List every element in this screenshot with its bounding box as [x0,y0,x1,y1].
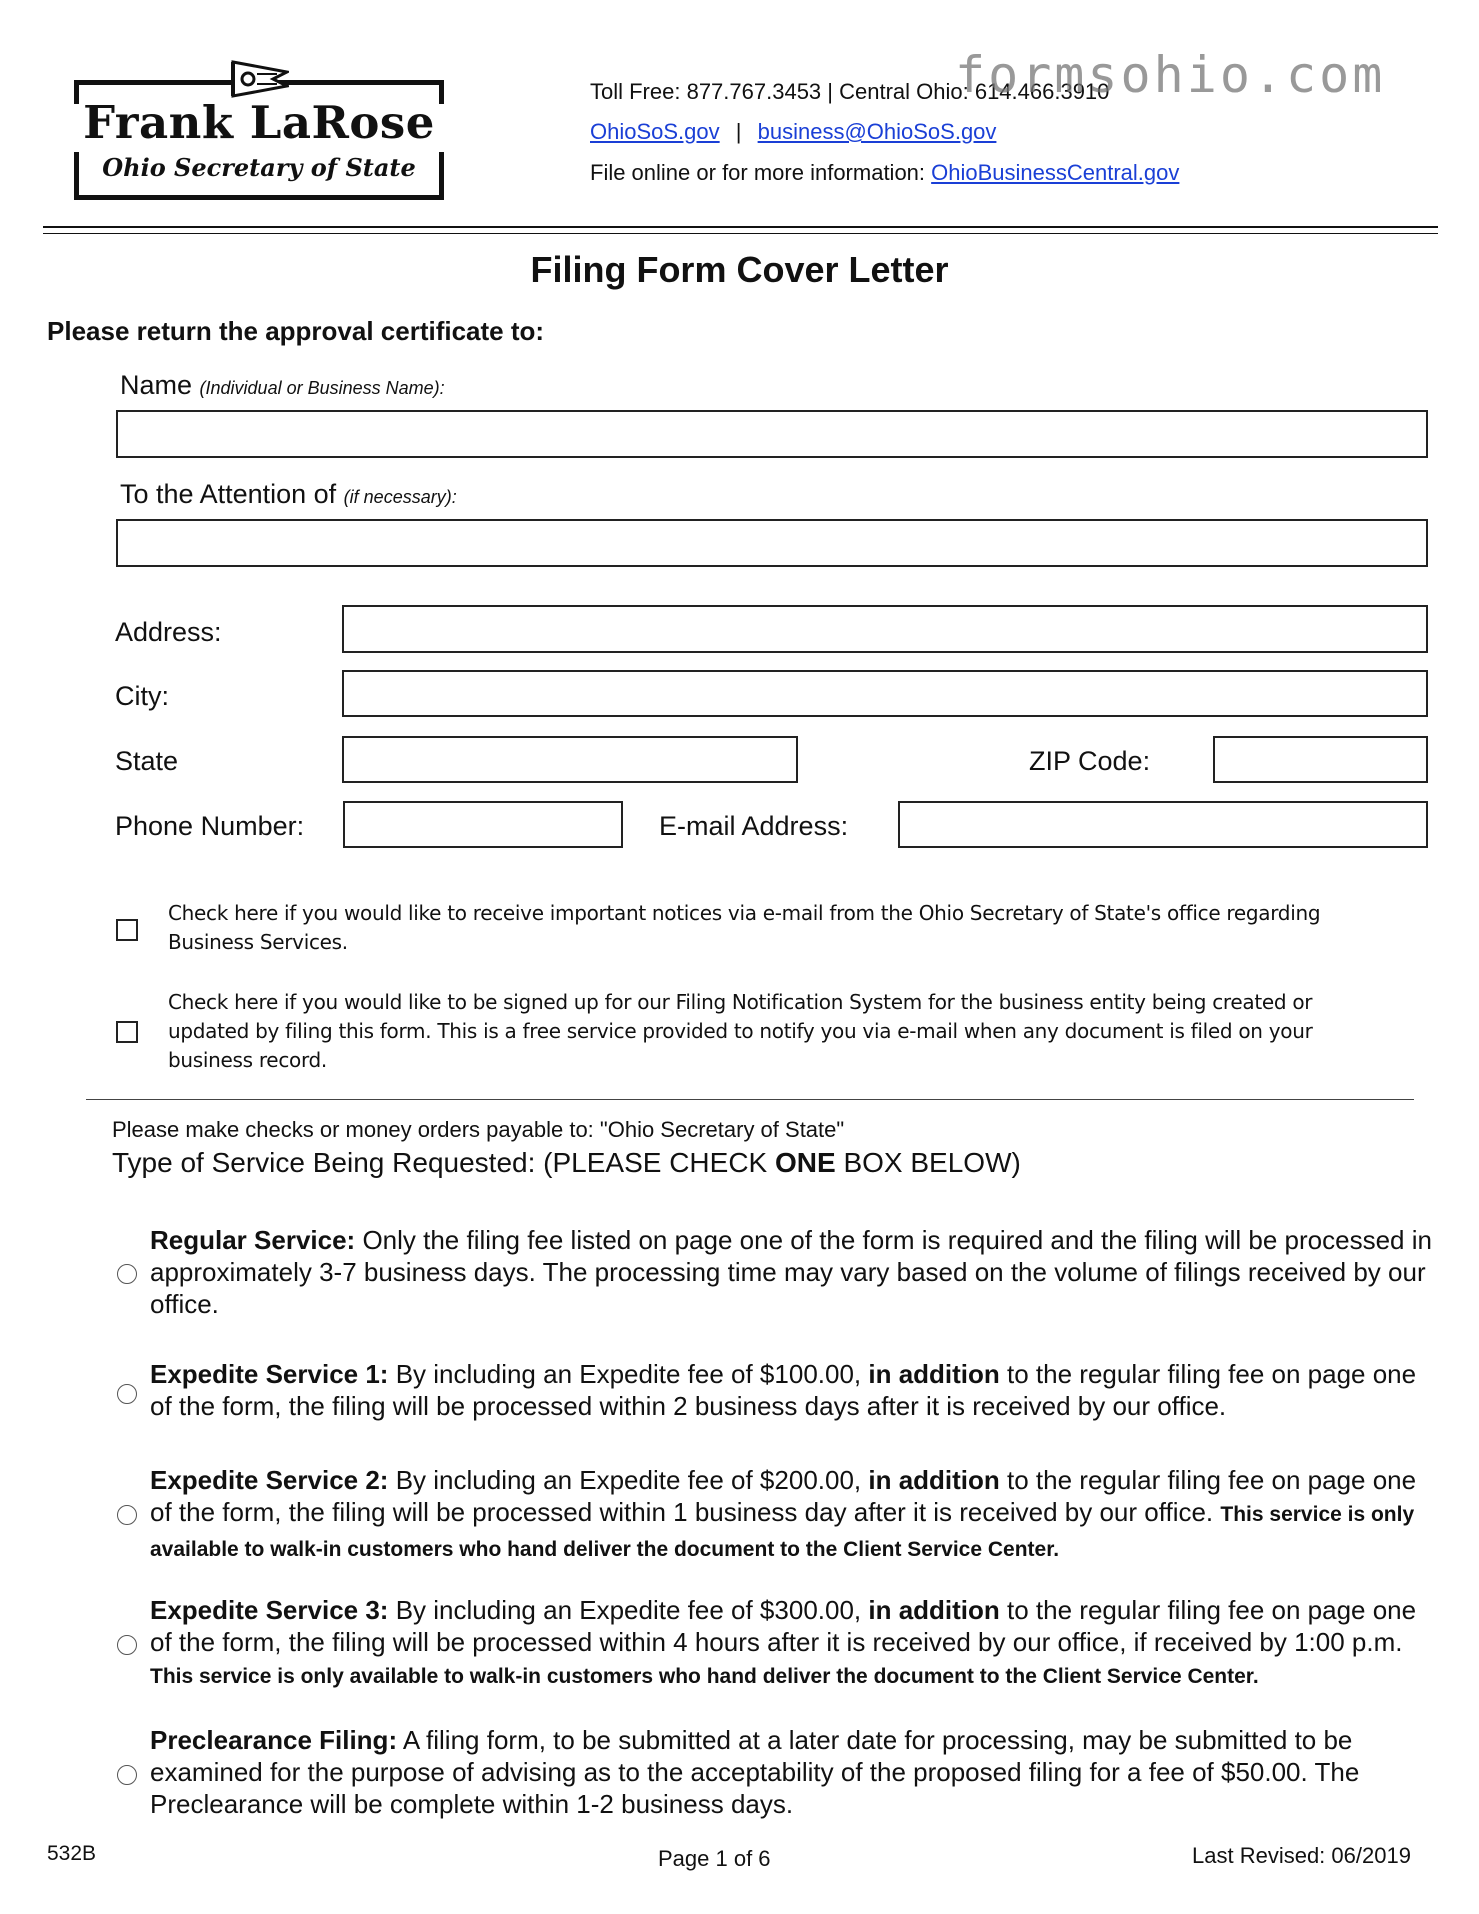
logo [74,56,444,202]
contact-links [590,121,996,143]
expedite-3-name: Expedite Service 3: [150,1595,389,1625]
expedite-service-2-radio[interactable] [117,1505,137,1525]
phone-numbers: Toll Free: 877.767.3453 | Central Ohio: 614.466.3910 [590,79,1110,104]
file-online-text: File online or for more information: [590,160,932,185]
expedite-1-name: Expedite Service 1: [150,1359,389,1389]
name-label [120,372,445,399]
name-field[interactable] [116,410,1428,458]
service-type-heading [112,1149,1021,1177]
state-field[interactable] [342,736,798,783]
zip-field[interactable] [1213,736,1428,783]
regular-service-desc: Only the filing fee listed on page one of the form is required and the filing will be processed in approximately 3-7 business days. The processing time may vary based on the volume of filings received by our office. [150,1225,1432,1319]
expedite-service-3-text [150,1594,1440,1693]
website-link[interactable]: OhioSoS.gov [590,119,720,144]
city-field[interactable] [342,670,1428,717]
filing-notification-checkbox[interactable] [116,1021,138,1043]
service-type-prefix: Type of Service Being Requested: (PLEASE CHECK [112,1147,775,1178]
email-link[interactable]: business@OhioSoS.gov [757,119,997,144]
preclearance-radio[interactable] [117,1765,137,1785]
logo-frame-bottom [74,195,444,200]
name-label-text: Name [120,370,200,400]
ohio-flag-icon [231,60,289,98]
email-field[interactable] [898,801,1428,848]
expedite-2-walk-in-note: This service is only available to walk-in customers who hand deliver the document to the Client Service Center. [150,1503,1415,1561]
business-central-link[interactable]: OhioBusinessCentral.gov [931,160,1180,185]
expedite-2-in-addition: in addition [868,1465,1000,1495]
regular-service-radio[interactable] [117,1264,137,1284]
address-label: Address: [115,617,222,647]
page-title: Filing Form Cover Letter [530,249,949,290]
logo-name: Frank LaRose [83,96,435,149]
attention-field[interactable] [116,519,1428,567]
logo-frame-bottom-right [439,152,444,200]
expedite-2-name: Expedite Service 2: [150,1465,389,1495]
link-separator: | [735,119,742,144]
section-divider [86,1099,1414,1100]
attention-label-text: To the Attention of [120,479,344,509]
expedite-service-2-text [150,1464,1440,1566]
page-number: Page 1 of 6 [658,1846,771,1871]
name-hint: (Individual or Business Name): [199,378,445,398]
preclearance-name: Preclearance Filing: [150,1725,398,1755]
watermark: formsohio.com [955,46,1386,104]
expedite-3-walk-in-note: This service is only available to walk-in customers who hand deliver the document to the Client Service Center. [150,1665,1259,1688]
expedite-3-desc-b: to the regular filing fee on page one of the form, the filing will be processed within 4 hours after it is received by our office, if received by 1:00 p.m. [150,1595,1417,1657]
expedite-service-3-radio[interactable] [117,1635,137,1655]
expedite-3-desc-a: By including an Expedite fee of $300.00, [388,1595,869,1625]
email-notices-checkbox[interactable] [116,919,138,941]
attention-hint: (if necessary): [343,487,457,507]
expedite-1-in-addition: in addition [868,1359,1000,1389]
city-label: City: [115,681,169,711]
expedite-1-desc-b: to the regular filing fee on page one of the form, the filing will be processed within 2 business days after it is received by our office. [150,1359,1417,1421]
form-number: 532B [47,1842,97,1865]
email-label: E-mail Address: [659,811,849,841]
phone-field[interactable] [343,801,623,848]
expedite-service-1-text [150,1358,1440,1422]
email-notices-text: Check here if you would like to receive important notices via e-mail from the Ohio Secretary of State's office regarding Business Services. [168,901,1321,954]
expedite-2-desc-a: By including an Expedite fee of $200.00, [388,1465,869,1495]
zip-label: ZIP Code: [1029,746,1151,776]
state-label: State [115,746,179,776]
phone-label: Phone Number: [115,811,305,841]
address-field[interactable] [342,605,1428,653]
expedite-1-desc-a: By including an Expedite fee of $100.00, [388,1359,869,1389]
service-type-emphasis: ONE [775,1147,836,1178]
service-type-suffix: BOX BELOW) [835,1147,1021,1178]
regular-service-name: Regular Service: [150,1225,356,1255]
logo-subtitle: Ohio Secretary of State [102,153,416,182]
regular-service-text [150,1224,1440,1320]
filing-notification-text: Check here if you would like to be signed up for our Filing Notification System for the business entity being created or updated by filing this form. This is a free service provided to notify you via e-mail when any document is filed on your business record. [168,990,1313,1072]
preclearance-desc: A filing form, to be submitted at a later date for processing, may be submitted to be examined for the purpose of advising as to the acceptability of the proposed filing for a fee of $50.00. The Preclearance will be complete within 1-2 business days. [150,1725,1360,1819]
expedite-2-desc-b: to the regular filing fee on page one of the form, the filing will be processed within 1 business day after it is received by our office. [150,1465,1417,1527]
expedite-service-1-radio[interactable] [117,1384,137,1404]
last-revised: Last Revised: 06/2019 [1192,1843,1411,1868]
header-rule-bottom [43,233,1438,234]
payable-note: Please make checks or money orders payable to: "Ohio Secretary of State" [112,1117,845,1142]
expedite-3-in-addition: in addition [868,1595,1000,1625]
attention-label [120,481,457,508]
preclearance-text [150,1724,1440,1820]
return-heading: Please return the approval certificate to: [47,316,545,346]
header-rule-top [43,226,1438,228]
logo-frame-bottom-left [74,152,79,200]
file-online-line [590,162,1179,184]
